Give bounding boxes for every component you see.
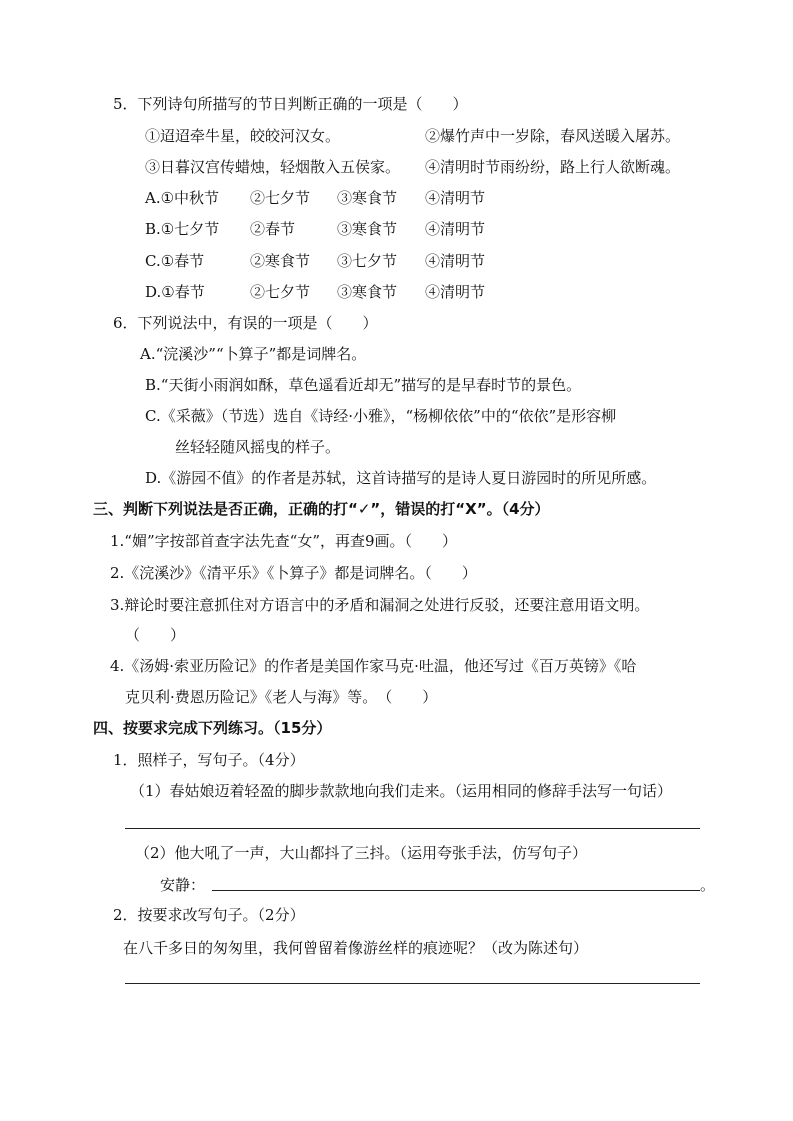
q6-option-c[interactable]: C.《采薇》（节选）选自《诗经·小雅》，“杨柳依依”中的“依依”是形容柳 xyxy=(145,407,617,425)
answer-line-2[interactable] xyxy=(212,890,700,891)
s3-item-4-cont: 克贝利·费恩历险记》《老人与海》等。 （ ） xyxy=(125,688,438,706)
s4-q1-2-end: 。 xyxy=(700,876,716,894)
option-text: ③寒食节 xyxy=(337,189,398,207)
option-text: ④清明节 xyxy=(425,252,486,270)
option-text: ④清明节 xyxy=(425,283,486,301)
option-text: D.①春节 xyxy=(145,283,205,301)
q6-option-b[interactable]: B.“天街小雨润如酥，草色遥看近却无”描写的是早春时节的景色。 xyxy=(145,376,582,394)
option-text: ③寒食节 xyxy=(337,220,398,238)
s3-item-3-bracket: （ ） xyxy=(125,626,186,644)
q5-poem-4: ④清明时节雨纷纷，路上行人欲断魂。 xyxy=(425,158,681,176)
option-text: C.①春节 xyxy=(145,252,205,270)
q6-option-d[interactable]: D.《游园不值》的作者是苏轼，这首诗描写的是诗人夏日游园时的所见所感。 xyxy=(145,469,657,487)
s4-q1-1: （1）春姑娘迈着轻盈的脚步款款地向我们走来。（运用相同的修辞手法写一句话） xyxy=(130,782,673,800)
option-text: ④清明节 xyxy=(425,189,486,207)
option-text: ②寒食节 xyxy=(250,252,311,270)
s4-q2-text: 在八千多日的匆匆里，我何曾留着像游丝样的痕迹呢？（改为陈述句） xyxy=(123,939,589,957)
s4-q2: 2．按要求改写句子。（2分） xyxy=(113,906,305,924)
s3-item-4: 4.《汤姆·索亚历险记》的作者是美国作家马克·吐温，他还写过《百万英镑》《哈 xyxy=(110,657,637,675)
answer-line-3[interactable] xyxy=(125,983,700,984)
option-text: A.①中秋节 xyxy=(145,189,220,207)
s4-q1: 1．照样子，写句子。（4分） xyxy=(113,751,305,769)
q6-option-a[interactable]: A.“浣溪沙”“卜算子”都是词牌名。 xyxy=(140,345,367,363)
option-text: ③寒食节 xyxy=(337,283,398,301)
answer-line-1[interactable] xyxy=(125,828,700,829)
q5-poem-3: ③日暮汉宫传蜡烛，轻烟散入五侯家。 xyxy=(145,158,401,176)
option-text: ④清明节 xyxy=(425,220,486,238)
option-text: ③七夕节 xyxy=(337,252,398,270)
option-text: ②七夕节 xyxy=(250,283,311,301)
q5-stem: 5．下列诗句所描写的节日判断正确的一项是（ ） xyxy=(113,95,468,113)
s4-q1-2: （2）他大吼了一声，大山都抖了三抖。（运用夸张手法，仿写句子） xyxy=(135,844,588,862)
s3-item-1: 1.“媚”字按部首查字法先查“女”，再查9画。（ ） xyxy=(110,532,458,550)
q6-stem: 6．下列说法中，有误的一项是（ ） xyxy=(113,314,378,332)
s3-item-3: 3.辩论时要注意抓住对方语言中的矛盾和漏洞之处进行反驳，还要注意用语文明。 xyxy=(110,596,650,614)
section-4-title: 四、按要求完成下列练习。（15分） xyxy=(93,719,332,737)
option-text: ②春节 xyxy=(250,220,296,238)
q6-option-c-cont: 丝轻轻随风摇曳的样子。 xyxy=(175,438,341,456)
q5-poem-1: ①迢迢牵牛星，皎皎河汉女。 xyxy=(145,127,341,145)
option-text: B.①七夕节 xyxy=(145,220,220,238)
s3-item-2: 2.《浣溪沙》《清平乐》《卜算子》都是词牌名。（ ） xyxy=(110,564,477,582)
option-text: ②七夕节 xyxy=(250,189,311,207)
s4-q1-2-lead: 安静： xyxy=(160,876,206,894)
q5-poem-2: ②爆竹声中一岁除，春风送暖入屠苏。 xyxy=(425,127,681,145)
section-3-title: 三、判断下列说法是否正确，正确的打“✓”，错误的打“X”。（4分） xyxy=(93,500,550,518)
